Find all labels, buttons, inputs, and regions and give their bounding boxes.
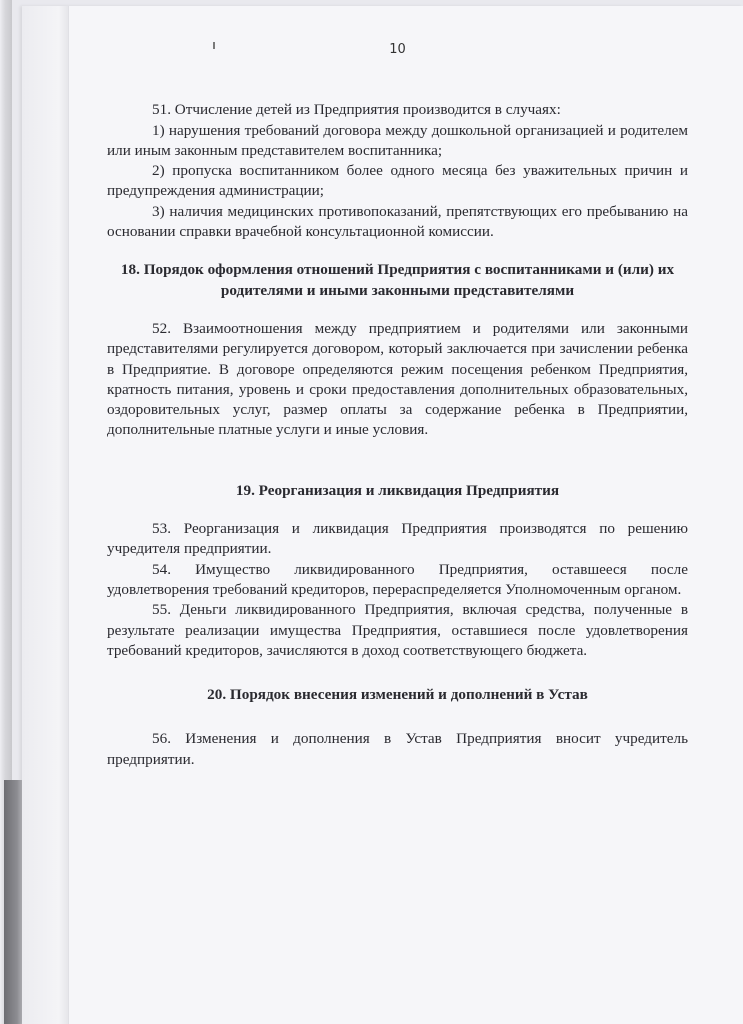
document-body: [107, 40, 688, 770]
section-18-heading-line1: 18. Порядок оформления отношений Предприятия с воспитанниками и (или) их: [120, 261, 675, 279]
paragraph-54: 54. Имущество ликвидированного Предприятия, оставшееся после удовлетворения требований кредиторов, перераспределяется Уполномоченным органом.: [107, 560, 688, 598]
paragraph-51-1: 1) нарушения требований договора между дошкольной организацией и родителем или иным законным представителем воспитанника;: [107, 121, 688, 159]
paragraph-51-3: 3) наличия медицинских противопоказаний, препятствующих его пребыванию на основании справки врачебной консультационной комиссии.: [107, 202, 688, 241]
page-fold: [22, 6, 69, 1024]
paragraph-51: 51. Отчисление детей из Предприятия производится в случаях:: [152, 101, 561, 119]
paragraph-55: 55. Деньги ликвидированного Предприятия, включая средства, полученные в результате реализации имущества Предприятия, оставшиеся после удовлетворения требований кредиторов, зачисляются в доход соответствующего бюджета.: [107, 601, 688, 659]
paragraph-51-2: 2) пропуска воспитанником более одного месяца без уважительных причин и предупреждения администрации;: [107, 162, 688, 200]
paragraph-52: 52. Взаимоотношения между предприятием и родителями или законными представителями регулируется договором, который заключается при зачислении ребенка в Предприятие. В договоре определяются режим посещения ребенком Предприятия, кратность питания, уровень и сроки предоставления дополнительных образовательных, оздоровительных услуг, размер оплаты за содержание ребенка в Предприятии, дополнительные платные услуги и иные условия.: [107, 319, 688, 439]
paragraph-53: 53. Реорганизация и ликвидация Предприятия производятся по решению учредителя предприятии.: [107, 520, 688, 558]
section-19-heading: 19. Реорганизация и ликвидация Предприятия: [235, 481, 560, 499]
page-number: 10: [389, 42, 406, 57]
section-20-heading: 20. Порядок внесения изменений и дополнений в Устав: [207, 686, 588, 704]
section-18-heading-line2: родителями и иными законными представителями: [220, 281, 575, 299]
paragraph-56: 56. Изменения и дополнения в Устав Предприятия вносит учредитель предприятии.: [107, 730, 688, 768]
